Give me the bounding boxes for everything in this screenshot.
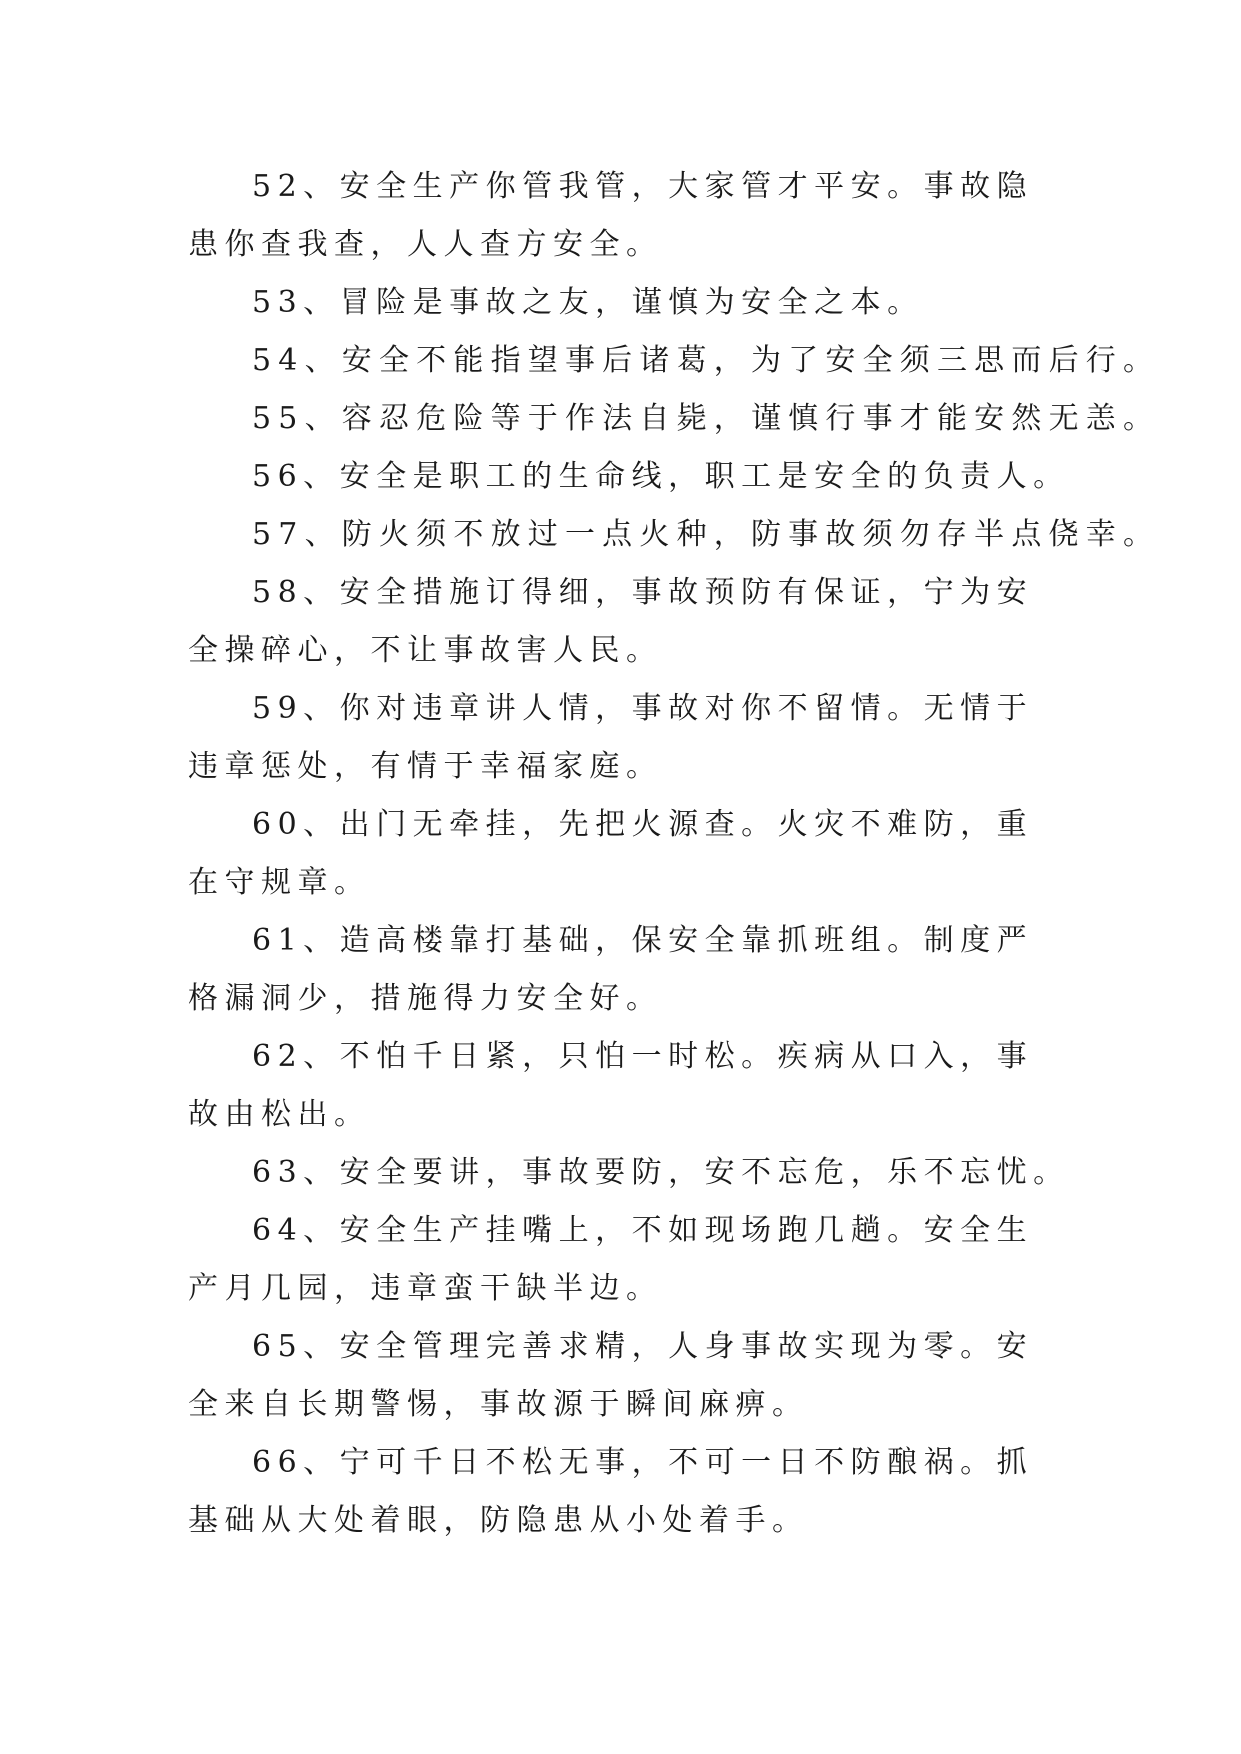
slogan-63: 63、安全要讲，事故要防，安不忘危，乐不忘忧。 xyxy=(252,1155,1070,1190)
slogan-52: 52、安全生产你管我管，大家管才平安。事故隐患你查我查，人人查方安全。 xyxy=(188,169,1034,262)
slogan-55: 55、容忍危险等于作法自毙，谨慎行事才能安然无恙。 xyxy=(252,401,1161,436)
slogan-60: 60、出门无牵挂，先把火源查。火灾不难防，重在守规章。 xyxy=(188,807,1034,900)
slogan-59: 59、你对违章讲人情，事故对你不留情。无情于违章惩处，有情于幸福家庭。 xyxy=(188,691,1034,784)
slogan-54: 54、安全不能指望事后诸葛，为了安全须三思而后行。 xyxy=(252,343,1161,378)
slogan-53: 53、冒险是事故之友，谨慎为安全之本。 xyxy=(252,285,924,320)
slogan-61: 61、造高楼靠打基础，保安全靠抓班组。制度严格漏洞少，措施得力安全好。 xyxy=(188,923,1034,1016)
slogan-62: 62、不怕千日紧，只怕一时松。疾病从口入，事故由松出。 xyxy=(188,1039,1034,1132)
slogan-58: 58、安全措施订得细，事故预防有保证，宁为安全操碎心，不让事故害人民。 xyxy=(188,575,1034,668)
slogan-66: 66、宁可千日不松无事，不可一日不防酿祸。抓基础从大处着眼，防隐患从小处着手。 xyxy=(188,1445,1034,1538)
document-body xyxy=(188,158,1161,1550)
slogan-65: 65、安全管理完善求精，人身事故实现为零。安全来自长期警惕，事故源于瞬间麻痹。 xyxy=(188,1329,1034,1422)
slogan-56: 56、安全是职工的生命线，职工是安全的负责人。 xyxy=(252,459,1070,494)
slogan-64: 64、安全生产挂嘴上，不如现场跑几趟。安全生产月几园，违章蛮干缺半边。 xyxy=(188,1213,1034,1306)
slogan-57: 57、防火须不放过一点火种，防事故须勿存半点侥幸。 xyxy=(252,517,1161,552)
